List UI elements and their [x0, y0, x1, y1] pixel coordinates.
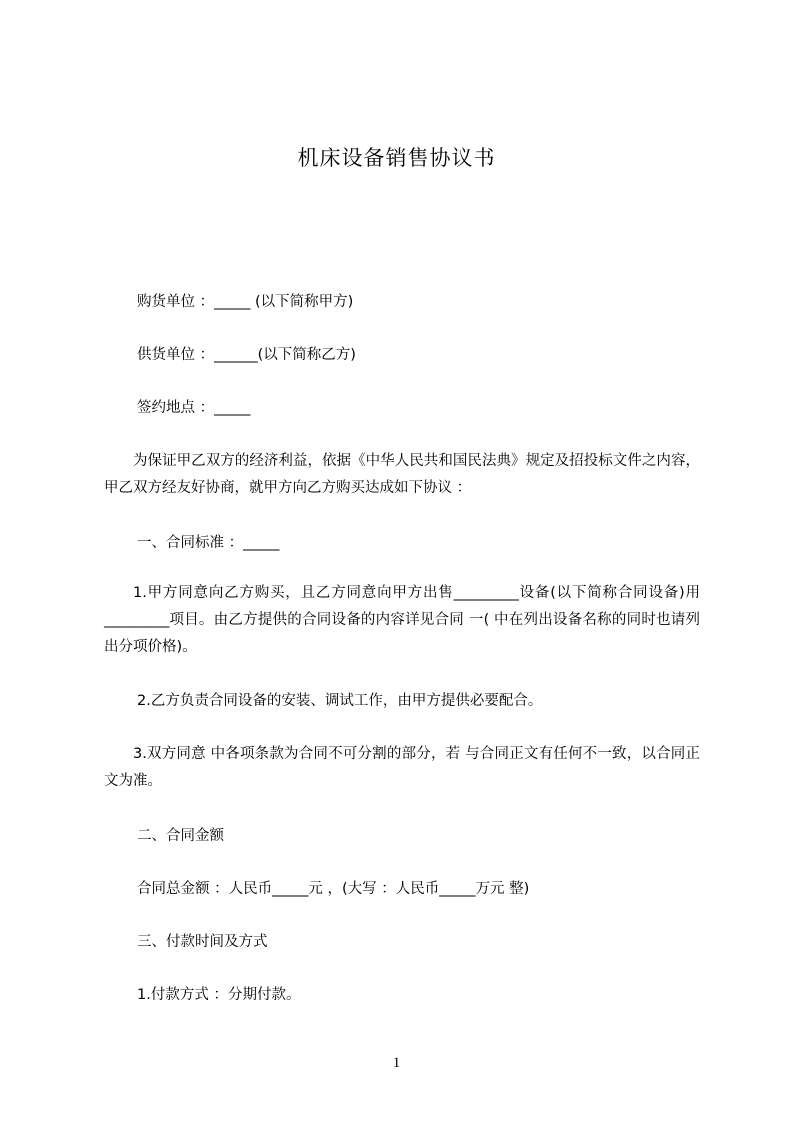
- section-1-item-1: 1.甲方同意向乙方购买，且乙方同意向甲方出售_________设备(以下简称合同设备)用 _________项目。由乙方提供的合同设备的内容详见合同 一( 中在列出设备名称的同时也请列出分项价格)。: [104, 585, 700, 655]
- section-1-item-3: 3.双方同意 中各项条款为合同不可分割的部分，若 与合同正文有任何不一致，以合同正文为准。: [104, 746, 700, 789]
- seller-field: 供货单位 ：______(以下简称乙方): [137, 347, 356, 363]
- page-number: 1: [392, 1055, 401, 1071]
- signing-place-field: 签约地点 ：_____: [137, 400, 251, 416]
- section-1-item-2: 2.乙方负责合同设备的安装、调试工作，由甲方提供必要配合。: [137, 693, 543, 709]
- section-3-item-1: 1.付款方式 ：分期付款。: [137, 987, 301, 1003]
- buyer-field: 购货单位 ：_____ (以下简称甲方): [137, 294, 354, 310]
- contract-amount: 合同总金额 ：人民币_____元 ，(大写 ：人民币_____万元 整): [137, 881, 530, 897]
- section-3-heading: 三、付款时间及方式: [137, 934, 268, 950]
- section-2-heading: 二、合同金额: [137, 828, 224, 844]
- section-1-heading: 一、合同标准 ：_____: [137, 535, 280, 551]
- preamble-paragraph: 为保证甲乙双方的经济利益，依据《中华人民共和国民法典》规定及招投标文件之内容， 甲乙双方经友好协商，就甲方向乙方购买达成如下协议 ：: [104, 453, 700, 496]
- document-title: 机床设备销售协议书: [297, 146, 496, 170]
